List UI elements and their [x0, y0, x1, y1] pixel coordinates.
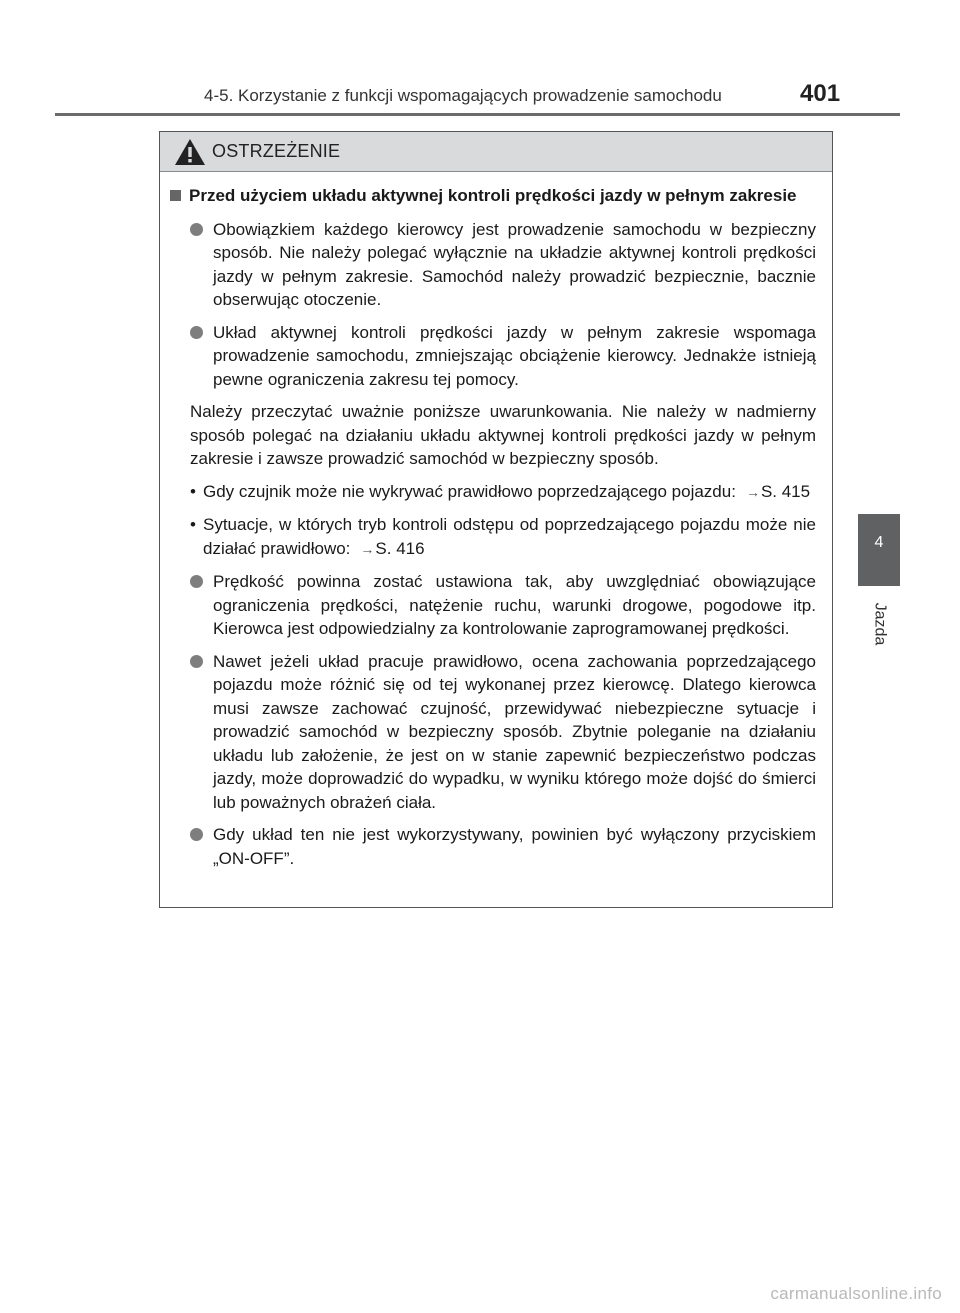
warning-body	[160, 172, 832, 870]
warning-triangle-icon	[174, 138, 206, 166]
circle-bullet-icon	[190, 575, 203, 588]
condition-text-wrap	[203, 480, 816, 505]
chapter-tab-label-box	[856, 594, 902, 654]
warning-paragraph: Należy przeczytać uważnie poniższe uwarunkowania. Nie należy w nadmierny sposób polegać na działaniu układu aktywnej kontroli prędkości jazdy w pełnym zakresie i zawsze prowadzić samochód w bezpieczny sposób.	[190, 402, 816, 468]
condition-item	[190, 480, 816, 505]
condition-item	[190, 513, 816, 561]
arrow-right-icon: →	[360, 540, 375, 557]
list-item	[190, 321, 816, 392]
list-item-text: Gdy układ ten nie jest wykorzystywany, powinien być wyłączony przyciskiem „ON-OFF”.	[213, 825, 816, 868]
chapter-tab	[858, 514, 900, 586]
circle-bullet-icon	[190, 655, 203, 668]
condition-text-wrap	[203, 513, 816, 561]
watermark: carmanualsonline.info	[770, 1284, 942, 1303]
warning-header	[160, 132, 832, 172]
condition-text: Gdy czujnik może nie wykrywać prawidłowo poprzedzającego pojazdu:	[203, 481, 736, 501]
warning-box	[159, 131, 833, 908]
list-item	[190, 570, 816, 641]
condition-marker: •	[190, 481, 196, 501]
page-number: 401	[800, 80, 841, 107]
list-item-text: Nawet jeżeli układ pracuje prawidłowo, ocena zachowania poprzedzającego pojazdu może różnić się od tej wykonanej przez kierowcę. Dlatego kierowca musi zawsze zachować czujność, przewidywać niebezpieczne sytuacje i prowadzić samochód w bezpieczny sposób. Zbytnie poleganie na działaniu układu lub założenie, że jest on w stanie zapewnić bezpieczeństwo podczas jazdy, może doprowadzić do wypadku, w wyniku którego może dojść do śmierci lub poważnych obrażeń ciała.	[213, 651, 816, 812]
list-item	[190, 823, 816, 870]
header-divider	[55, 113, 900, 116]
circle-bullet-icon	[190, 828, 203, 841]
list-item	[190, 218, 816, 312]
chapter-tab-label: Jazda	[870, 602, 888, 646]
warning-heading-row	[170, 184, 816, 208]
list-item	[190, 650, 816, 815]
warning-title: OSTRZEŻENIE	[212, 141, 341, 161]
condition-marker: •	[190, 515, 196, 534]
chapter-tab-number: 4	[874, 534, 884, 551]
circle-bullet-icon	[190, 326, 203, 339]
list-item-text: Układ aktywnej kontroli prędkości jazdy w pełnym zakresie wspomaga prowadzenie samochodu, zmniejszając obciążenie kierowcy. Jednakże istnieją pewne ograniczenia zakresu tej pomocy.	[213, 322, 816, 389]
page-reference-link[interactable]: S. 416	[375, 538, 425, 558]
running-header-title: 4-5. Korzystanie z funkcji wspomagających prowadzenie samochodu	[204, 86, 722, 105]
list-item-text: Obowiązkiem każdego kierowcy jest prowadzenie samochodu w bezpieczny sposób. Nie należy polegać wyłącznie na układzie aktywnej kontroli prędkości jazdy w pełnym zakresie. Samochód należy prowadzić bezpiecznie, bacznie obserwując otoczenie.	[213, 219, 816, 309]
list-item-text: Prędkość powinna zostać ustawiona tak, aby uwzględniać obowiązujące ograniczenia prędkości, natężenie ruchu, warunki drogowe, pogodowe itp. Kierowca jest odpowiedzialny za kontrolowanie zaprogramowanej prędkości.	[213, 572, 816, 638]
warning-heading: Przed użyciem układu aktywnej kontroli prędkości jazdy w pełnym zakresie	[189, 186, 797, 205]
condition-text: Sytuacje, w których tryb kontroli odstępu od poprzedzającego pojazdu może nie działać prawidłowo:	[203, 515, 816, 558]
circle-bullet-icon	[190, 223, 203, 236]
page-reference-link[interactable]: S. 415	[760, 481, 811, 501]
arrow-right-icon: →	[745, 483, 760, 500]
square-bullet-icon	[170, 190, 181, 201]
